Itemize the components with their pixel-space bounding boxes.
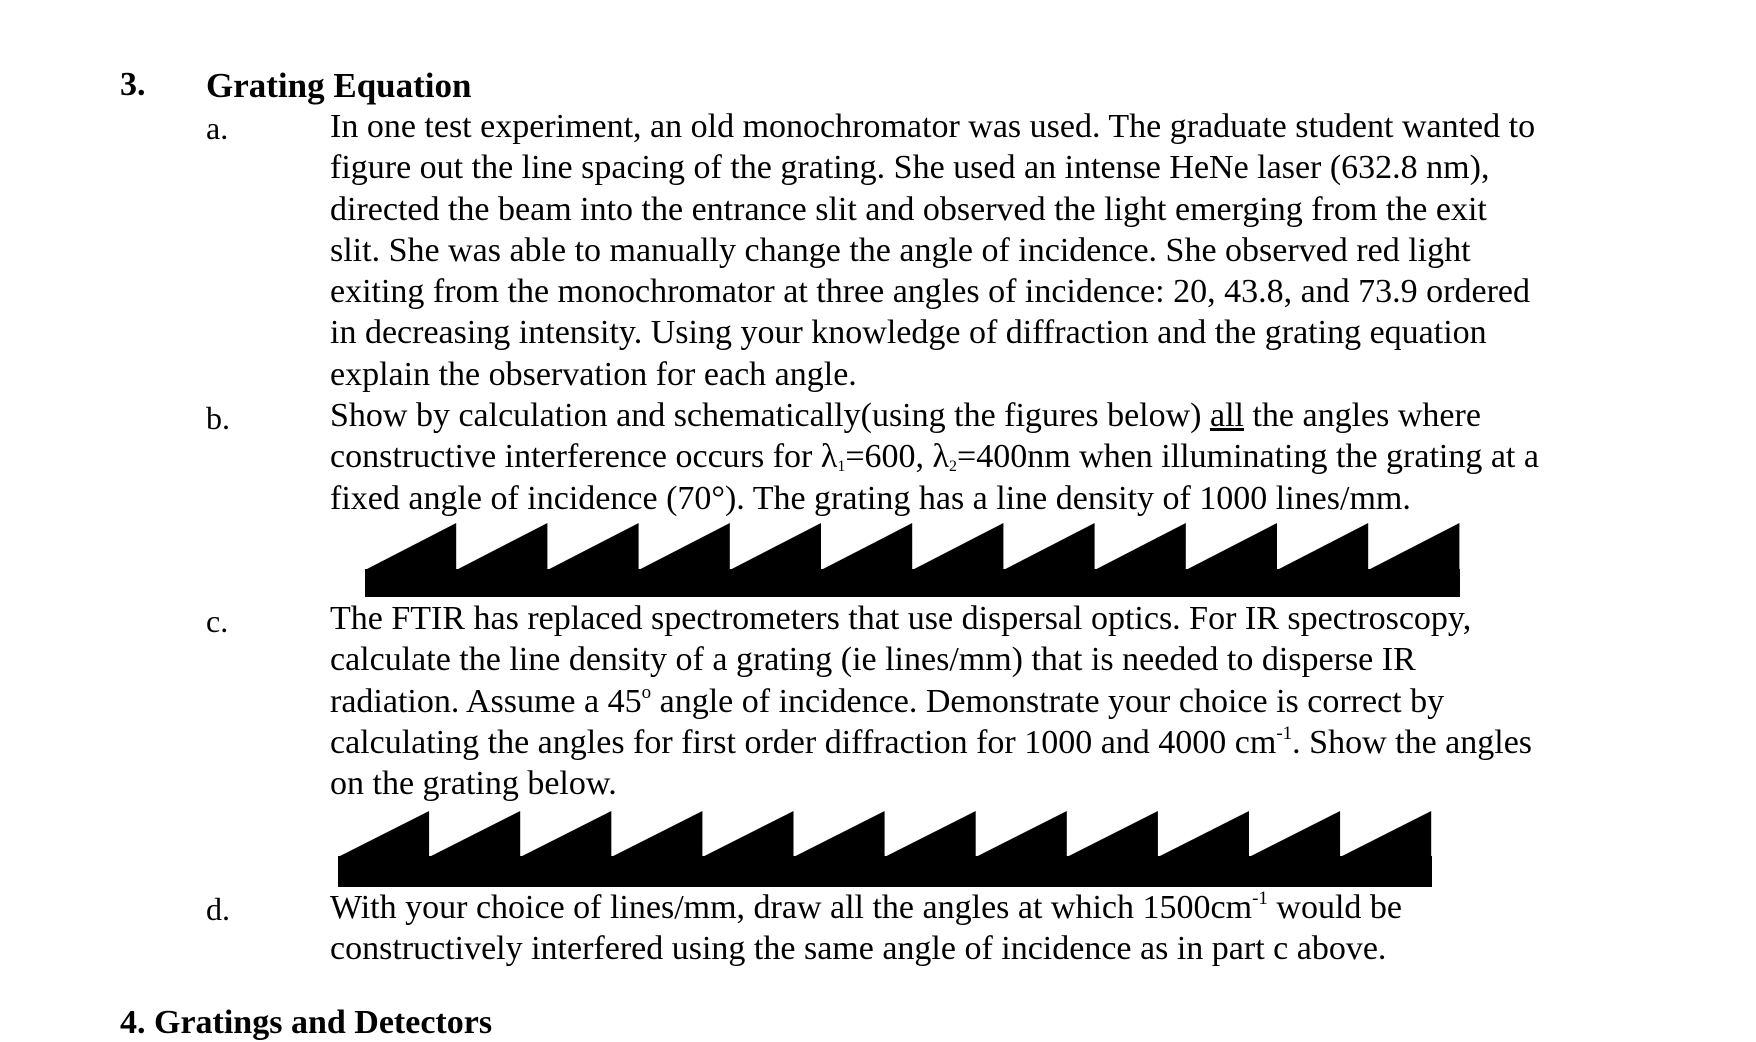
part-d-line-1: With your choice of lines/mm, draw all the angles at which $1500cm^{-1}$ would be	[330, 888, 1402, 926]
grating-tooth	[1095, 523, 1186, 570]
grating-tooth	[1340, 811, 1431, 857]
part-c-line-1: The FTIR has replaced spectrometers that use dispersal optics. For IR spectroscopy,	[330, 600, 1472, 637]
grating-tooth	[1249, 811, 1340, 857]
part-c-line-4: calculating the angles for first order diffraction for 1000 and 4000 $cm^{-1}$. Show the angles	[330, 722, 1533, 761]
part-d-label: d.	[206, 891, 230, 927]
grating-tooth	[1186, 523, 1277, 570]
part-a-line: in decreasing intensity. Using your knowledge of diffraction and the grating equation	[330, 314, 1487, 352]
part-a-line: directed the beam into the entrance slit and observed the light emerging from the exit	[330, 190, 1487, 228]
part-c-line-5: on the grating below.	[330, 765, 617, 803]
grating-figure-2	[338, 811, 1432, 887]
underlined-all: all	[1209, 397, 1244, 434]
grating-tooth	[794, 811, 885, 857]
part-b-line-1: Show by calculation and schematically(using the figures below) all the angles where	[330, 397, 1481, 434]
grating-tooth	[611, 811, 702, 857]
question-number: 3.	[120, 66, 146, 103]
grating-tooth	[456, 523, 547, 570]
grating-tooth	[730, 523, 821, 570]
grating-tooth	[976, 811, 1067, 857]
part-b-text	[330, 395, 1730, 519]
part-a-line: figure out the line spacing of the grating. She used an intense HeNe laser (632.8 nm),	[330, 149, 1490, 187]
part-d-text	[330, 887, 1730, 970]
grating-tooth	[912, 523, 1003, 570]
grating-teeth-1	[365, 523, 1459, 570]
part-d-line-2: constructively interfered using the same angle of incidence as in part c above.	[330, 930, 1387, 968]
question-title: Grating Equation	[206, 66, 472, 105]
grating-tooth	[429, 811, 520, 857]
part-a-line: explain the observation for each angle.	[330, 355, 857, 393]
grating-tooth	[547, 523, 638, 570]
part-c-line-3: radiation. Assume a 45$^o$ angle of incidence. Demonstrate your choice is correct by	[330, 681, 1445, 720]
grating-tooth	[1368, 523, 1459, 570]
grating-tooth	[639, 523, 730, 570]
part-c-text	[330, 598, 1730, 804]
grating-tooth	[520, 811, 611, 857]
part-a-label: a.	[206, 110, 229, 146]
grating-tooth	[365, 523, 456, 570]
grating-figure-1	[365, 523, 1460, 597]
grating-tooth	[821, 523, 912, 570]
grating-tooth	[1277, 523, 1368, 570]
grating-tooth	[1067, 811, 1158, 857]
part-b-line-2: constructive interference occurs for $\lambda_1=600$, $\lambda_2=400nm$ when illuminating the grating at a	[330, 438, 1539, 476]
part-a-line: In one test experiment, an old monochromator was used. The graduate student wanted to	[330, 108, 1536, 145]
part-b-label: b.	[206, 400, 230, 436]
grating-tooth	[1003, 523, 1094, 570]
grating-tooth	[338, 811, 429, 857]
next-question-heading-partial: 4. Gratings and Detectors	[120, 1004, 493, 1041]
part-c-line-2: calculate the line density of a grating (ie lines/mm) that is needed to disperse IR	[330, 641, 1416, 679]
part-a-line: slit. She was able to manually change the angle of incidence. She observed red light	[330, 231, 1471, 269]
part-c-label: c.	[206, 603, 229, 639]
grating-tooth	[885, 811, 976, 857]
part-b-line-3: fixed angle of incidence (70°). The grating has a line density of 1000 lines/mm.	[330, 479, 1411, 517]
grating-tooth	[1158, 811, 1249, 857]
part-a-text	[330, 106, 1730, 395]
part-a-line: exiting from the monochromator at three angles of incidence: 20, 43.8, and 73.9 ordered	[330, 273, 1531, 311]
grating-teeth-2	[338, 811, 1431, 857]
grating-tooth	[702, 811, 793, 857]
